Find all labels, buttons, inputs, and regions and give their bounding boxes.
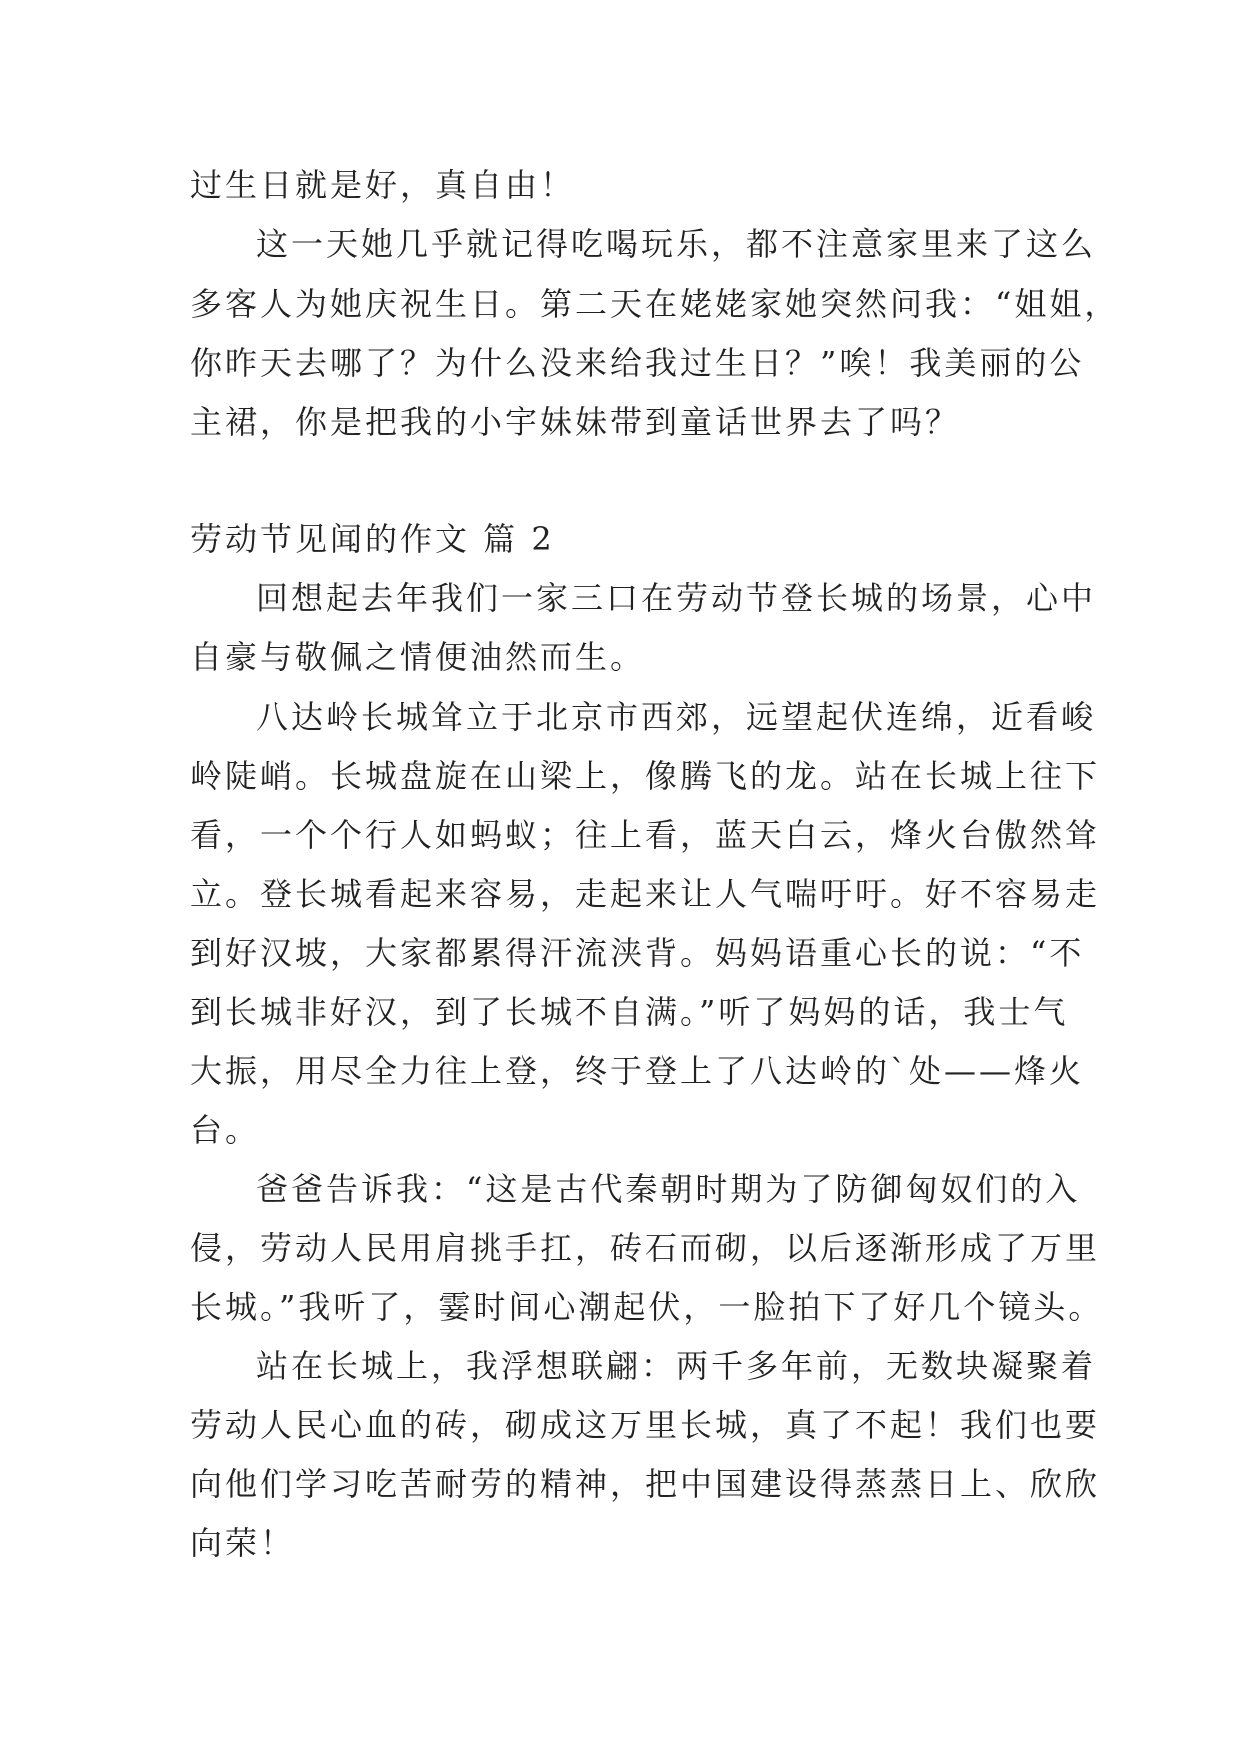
paragraph-line: 岭陡峭。长城盘旋在山梁上，像腾飞的龙。站在长城上往下 [190, 757, 1101, 795]
paragraph-line: 长城。”我听了，霎时间心潮起伏，一脸拍下了好几个镜头。 [190, 1288, 1104, 1326]
paragraph-line: 爸爸告诉我：“这是古代秦朝时期为了防御匈奴们的入 [256, 1170, 1081, 1208]
paragraph-line: 回想起去年我们一家三口在劳动节登长城的场景，心中 [256, 579, 1097, 617]
paragraph-line: 你昨天去哪了？为什么没来给我过生日？”唉！我美丽的公 [190, 344, 1085, 382]
paragraph-line: 大振，用尽全力往上登，终于登上了八达岭的`处——烽火 [190, 1052, 1085, 1090]
paragraph-line: 八达岭长城耸立于北京市西郊，远望起伏连绵，近看峻 [256, 698, 1097, 736]
paragraph-line: 向他们学习吃苦耐劳的精神，把中国建设得蒸蒸日上、欣欣 [190, 1465, 1101, 1503]
paragraph-line: 向荣！ [190, 1524, 296, 1562]
paragraph-line: 到好汉坡，大家都累得汗流浃背。妈妈语重心长的说：“不 [190, 934, 1085, 972]
section-heading: 劳动节见闻的作文 篇 2 [190, 520, 555, 558]
paragraph-line: 看，一个个行人如蚂蚁；往上看，蓝天白云，烽火台傲然耸 [190, 816, 1101, 854]
paragraph-line: 多客人为她庆祝生日。第二天在姥姥家她突然问我：“姐姐， [190, 285, 1120, 323]
paragraph-line: 到长城非好汉，到了长城不自满。”听了妈妈的话，我士气 [190, 993, 1069, 1031]
paragraph-line: 站在长城上，我浮想联翩：两千多年前，无数块凝聚着 [256, 1347, 1097, 1385]
paragraph-line: 自豪与敬佩之情便油然而生。 [190, 638, 646, 676]
paragraph-line: 台。 [190, 1111, 261, 1149]
paragraph-line: 劳动人民心血的砖，砌成这万里长城，真了不起！我们也要 [190, 1406, 1101, 1444]
paragraph-line: 过生日就是好，真自由！ [190, 166, 576, 204]
paragraph-line: 立。登长城看起来容易，走起来让人气喘吁吁。好不容易走 [190, 875, 1101, 913]
paragraph-line: 主裙，你是把我的小宇妹妹带到童话世界去了吗？ [190, 403, 961, 441]
paragraph-line: 侵，劳动人民用肩挑手扛，砖石而砌，以后逐渐形成了万里 [190, 1229, 1101, 1267]
paragraph-line: 这一天她几乎就记得吃喝玩乐，都不注意家里来了这么 [256, 225, 1097, 263]
